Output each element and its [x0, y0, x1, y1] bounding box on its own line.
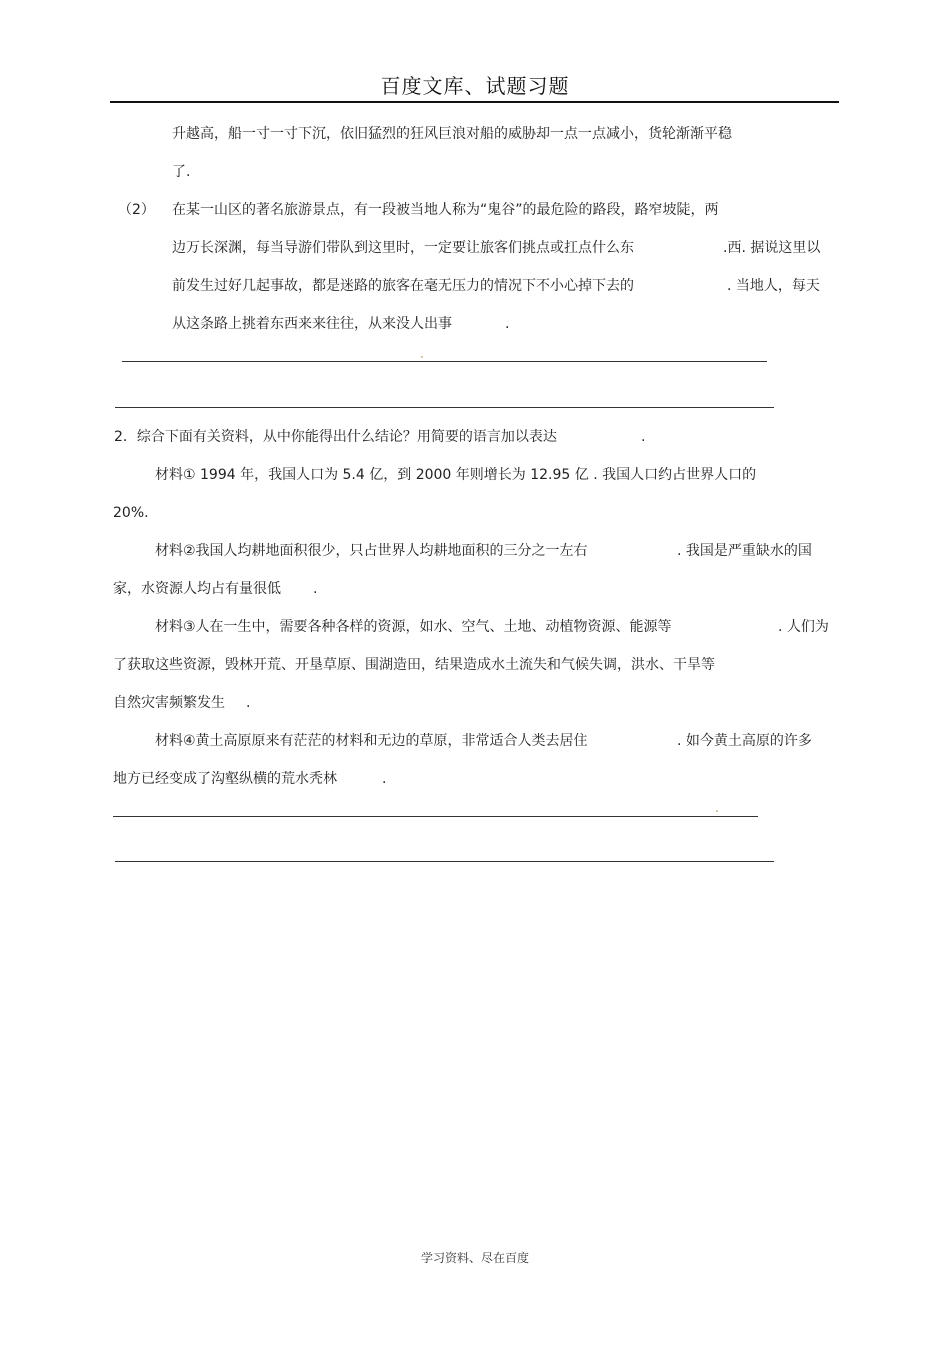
q1-part2-line3b: . 当地人，每天	[727, 278, 820, 294]
q1-part2-line2a: 边万长深渊，每当导游们带队到这里时，一定要让旅客们挑点或扛点什么东	[172, 240, 634, 256]
q1-part2-line2b: .西. 据说这里以	[723, 240, 821, 256]
answer-line-q1-2[interactable]	[115, 407, 774, 408]
scan-dot	[421, 356, 423, 358]
header-divider	[110, 101, 839, 103]
q2-prompt: 2．综合下面有关资料，从中你能得出什么结论？用简要的语言加以表达	[114, 429, 557, 445]
answer-line-q2-1[interactable]	[113, 816, 758, 817]
q1-part2-line4a: 从这条路上挑着东西来来往往，从来没人出事	[172, 316, 452, 332]
q2-prompt-period: .	[641, 429, 646, 445]
q1-part2-line4b: .	[505, 316, 510, 332]
page-footer: 学习资料、尽在百度	[420, 1251, 529, 1265]
material-2-line1a: 材料②我国人均耕地面积很少，只占世界人均耕地面积的三分之一左右	[155, 543, 588, 559]
q1-part2-line1: 在某一山区的著名旅游景点，有一段被当地人称为“鬼谷”的最危险的路段，路窄坡陡，两	[172, 202, 719, 218]
q1-part1-line2: 了.	[172, 164, 191, 180]
q1-part1-line1: 升越高，船一寸一寸下沉，依旧猛烈的狂风巨浪对船的威胁却一点一点减小，货轮渐渐平稳	[172, 126, 732, 142]
material-2-line2b: .	[313, 581, 318, 597]
material-4-line2a: 地方已经变成了沟壑纵横的荒水秃林	[113, 771, 337, 787]
material-1-line1: 材料① 1994 年，我国人口为 5.4 亿，到 2000 年则增长为 12.95 亿 . 我国人口约占世界人口的	[155, 467, 757, 483]
material-3-line1b: . 人们为	[778, 619, 829, 635]
page-header-title: 百度文库、试题习题	[380, 74, 570, 98]
material-3-line1a: 材料③人在一生中，需要各种各样的资源，如水、空气、土地、动植物资源、能源等	[155, 619, 672, 635]
material-4-line2b: .	[382, 771, 387, 787]
material-2-line1b: . 我国是严重缺水的国	[677, 543, 812, 559]
answer-line-q2-2[interactable]	[115, 861, 774, 862]
q1-part2-number: （2）	[118, 202, 155, 218]
material-3-line3a: 自然灾害频繁发生	[113, 695, 225, 711]
material-2-line2a: 家，水资源人均占有量很低	[113, 581, 281, 597]
scan-dot	[716, 810, 718, 812]
material-4-line1b: . 如今黄土高原的许多	[677, 733, 812, 749]
material-1-line2: 20%.	[113, 505, 149, 521]
answer-line-q1-1[interactable]	[122, 361, 767, 362]
q1-part2-line3a: 前发生过好几起事故，都是迷路的旅客在毫无压力的情况下不小心掉下去的	[172, 278, 634, 294]
material-3-line3b: .	[246, 695, 251, 711]
material-3-line2: 了获取这些资源，毁林开荒、开垦草原、围湖造田，结果造成水土流失和气候失调，洪水、干旱等	[113, 657, 715, 673]
material-4-line1a: 材料④黄土高原原来有茫茫的材料和无边的草原，非常适合人类去居住	[155, 733, 588, 749]
